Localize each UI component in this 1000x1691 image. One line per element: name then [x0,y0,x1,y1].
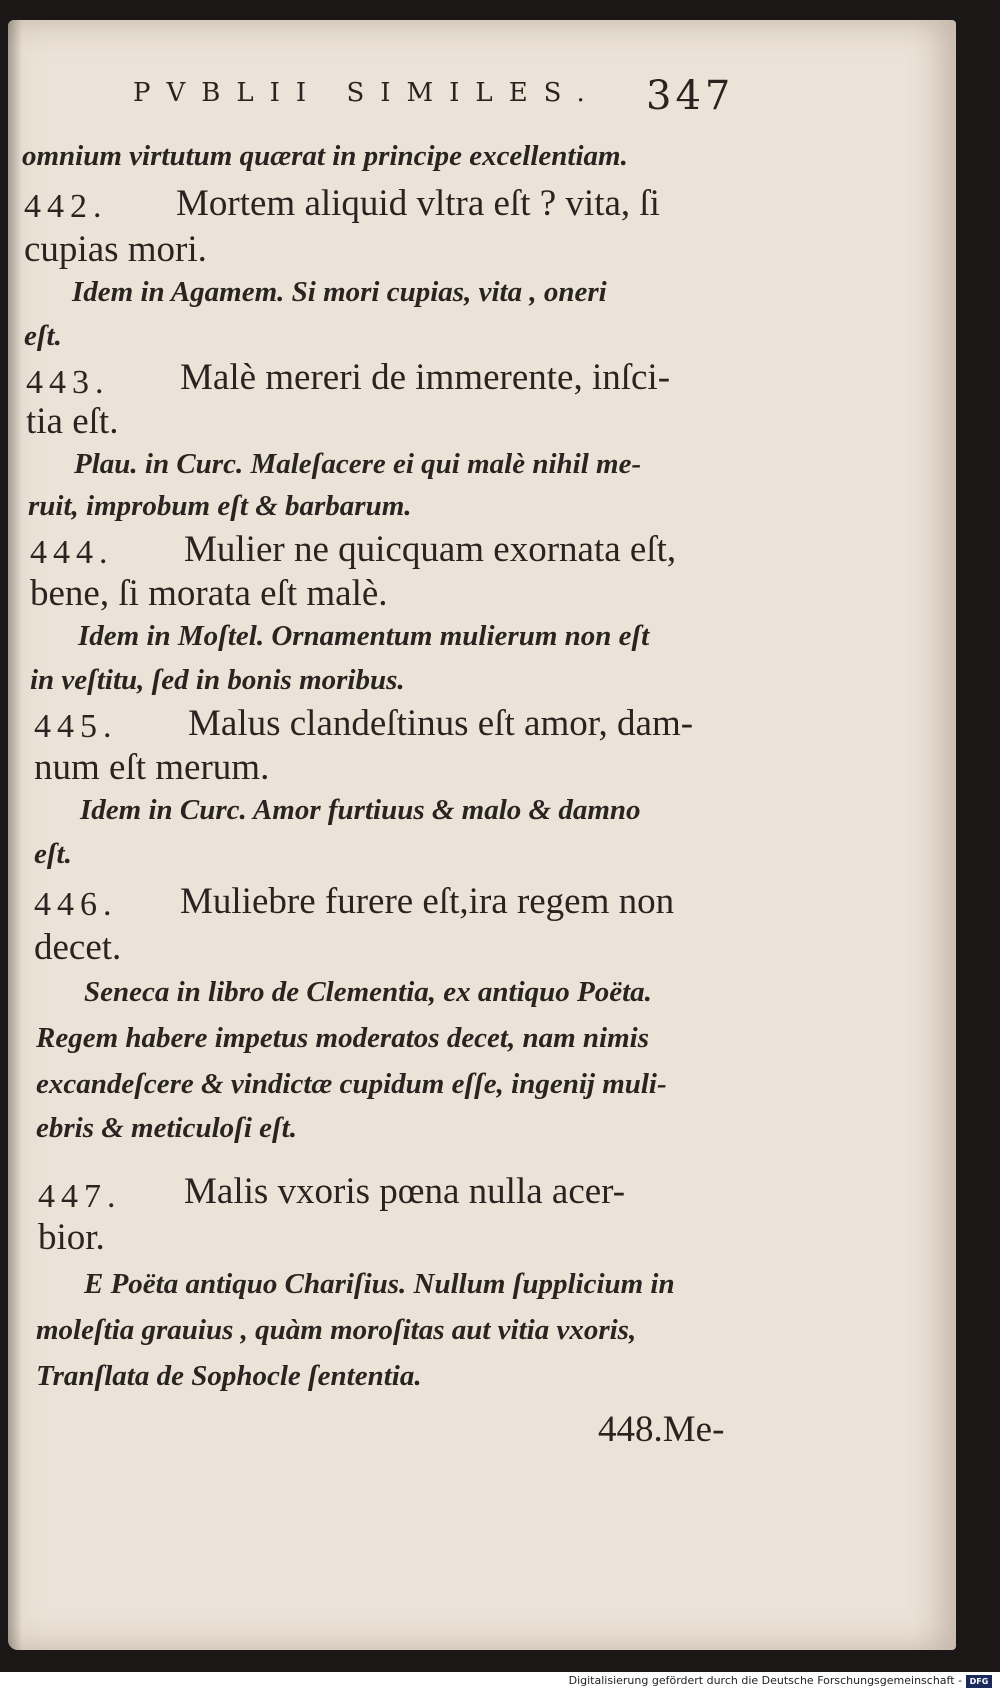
entry-number: 446. [34,886,118,923]
sentence-line: bior. [38,1217,105,1258]
commentary-line: ruit, improbum eſt & barbarum. [28,490,412,522]
text-line: omnium virtutum quærat in principe excellentiam. [22,140,628,172]
sentence-line: Malè mereri de immerente, inſci- [180,357,671,398]
commentary-line: Idem in Agamem. Si mori cupias, vita , oneri [72,276,607,308]
sentence-line: Malis vxoris pœna nulla acer- [184,1171,626,1212]
commentary-line: Tranſlata de Sophocle ſententia. [36,1360,422,1392]
entry-number: 445. [34,708,118,745]
commentary-line: Idem in Curc. Amor furtiuus & malo & damno [80,794,641,826]
running-head: PVBLII SIMILES. [133,78,601,108]
catchword: 448.Me- [598,1409,725,1450]
entry-number: 447. [38,1178,122,1215]
commentary-line: in veſtitu, ſed in bonis moribus. [30,664,405,696]
commentary-line: excandeſcere & vindictæ cupidum eſſe, ingenij muli- [36,1068,667,1100]
sentence-line: decet. [34,927,122,968]
commentary-line: moleſtia grauius , quàm moroſitas aut vitia vxoris, [36,1314,637,1346]
commentary-line: E Poëta antiquo Chariſius. Nullum ſupplicium in [84,1268,675,1300]
sentence-line: num eſt merum. [34,747,270,788]
commentary-line: Idem in Moſtel. Ornamentum mulierum non eſt [78,620,650,652]
sentence-line: Mulier ne quicquam exornata eſt, [184,529,677,570]
dfg-logo: DFG [966,1675,992,1688]
entry-number: 444. [30,534,114,571]
digitization-footer [0,1672,1000,1691]
commentary-line: Plau. in Curc. Maleſacere ei qui malè nihil me- [74,448,642,480]
commentary-line: Seneca in libro de Clementia, ex antiquo Poëta. [84,976,652,1008]
book-page [8,20,956,1650]
sentence-line: bene, ſi morata eſt malè. [30,573,388,614]
sentence-line: tia eſt. [26,401,119,442]
sentence-line: Muliebre furere eſt,ira regem non [180,881,675,922]
commentary-line: ebris & meticuloſi eſt. [36,1112,297,1144]
footer-credit: Digitalisierung gefördert durch die Deutsche Forschungsgemeinschaft - [568,1674,962,1687]
entry-number: 442. [24,188,108,225]
commentary-line: eſt. [24,320,62,352]
gutter-shadow [8,20,22,1650]
page-number: 347 [646,73,735,119]
sentence-line: Mortem aliquid vltra eſt ? vita, ſi [176,183,660,224]
commentary-line: eſt. [34,838,72,870]
sentence-line: Malus clandeſtinus eſt amor, dam- [188,703,694,744]
sentence-line: cupias mori. [24,229,207,270]
entry-number: 443. [26,364,110,401]
commentary-line: Regem habere impetus moderatos decet, nam nimis [36,1022,650,1054]
